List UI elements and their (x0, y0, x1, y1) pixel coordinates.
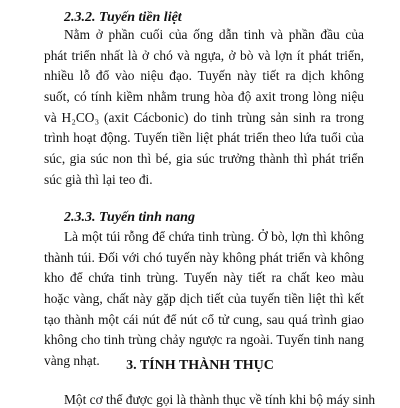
text-line: tạo thành một cái nút để nút cổ tử cung, sau quá trình giao (44, 311, 364, 327)
text-line: nhiều lỗ đổ vào niệu đạo. Tuyến này tiết ra dịch không (44, 68, 364, 84)
section-heading-tuyen-tien-liet: 2.3.2. Tuyến tiền liệt (64, 10, 182, 25)
section-heading-tuyen-tinh-nang: 2.3.3. Tuyến tinh nang (64, 210, 195, 225)
text-line: hoặc vàng, chất này gặp dịch tiết của tuyến tiền liệt thì kết (44, 291, 364, 307)
paragraph-tuyen-tinh-nang (44, 227, 364, 372)
text-line: kho để chứa tinh trùng. Tuyến này tiết ra chất keo màu (44, 270, 364, 286)
text-line: phát triển nhất là ở chó và ngựa, ở bò và lợn ít phát triển, (44, 47, 364, 63)
text-line: Là một túi rỗng để chứa tinh trùng. Ở bò, lợn thì không (64, 229, 364, 244)
cut-off-text-line: Một cơ thể được gọi là thành thục về tính khi bộ máy sinh (64, 392, 376, 407)
text-line: súc già thì lại teo đi. (44, 171, 153, 187)
chapter-heading-tinh-thanh-thuc: 3. TÍNH THÀNH THỤC (126, 358, 274, 373)
text-line: súc, gia súc non thì bé, gia súc trưởng thành thì phát triển (44, 151, 364, 167)
text-line: suốt, có tính kiềm nhằm trung hòa độ axit trong lòng niệu (44, 89, 364, 105)
text-line: và H₂CO₃ (axit Cácbonic) do tinh trùng sản sinh ra trong (44, 109, 364, 125)
text-line: thành túi. Đối với chó tuyến này không phát triển và không (44, 249, 364, 265)
text-line: Nằm ở phần cuối của ống dẫn tinh và phần đầu của (64, 27, 364, 42)
text-line: vàng nhạt. (44, 353, 100, 369)
text-line: trình hoạt động. Tuyến tiền liệt phát triển theo lứa tuổi của (44, 130, 364, 146)
text-line: không cho tinh trùng chảy ngược ra ngoài. Tuyến tinh nang (44, 332, 364, 348)
paragraph-tuyen-tien-liet (44, 25, 364, 191)
